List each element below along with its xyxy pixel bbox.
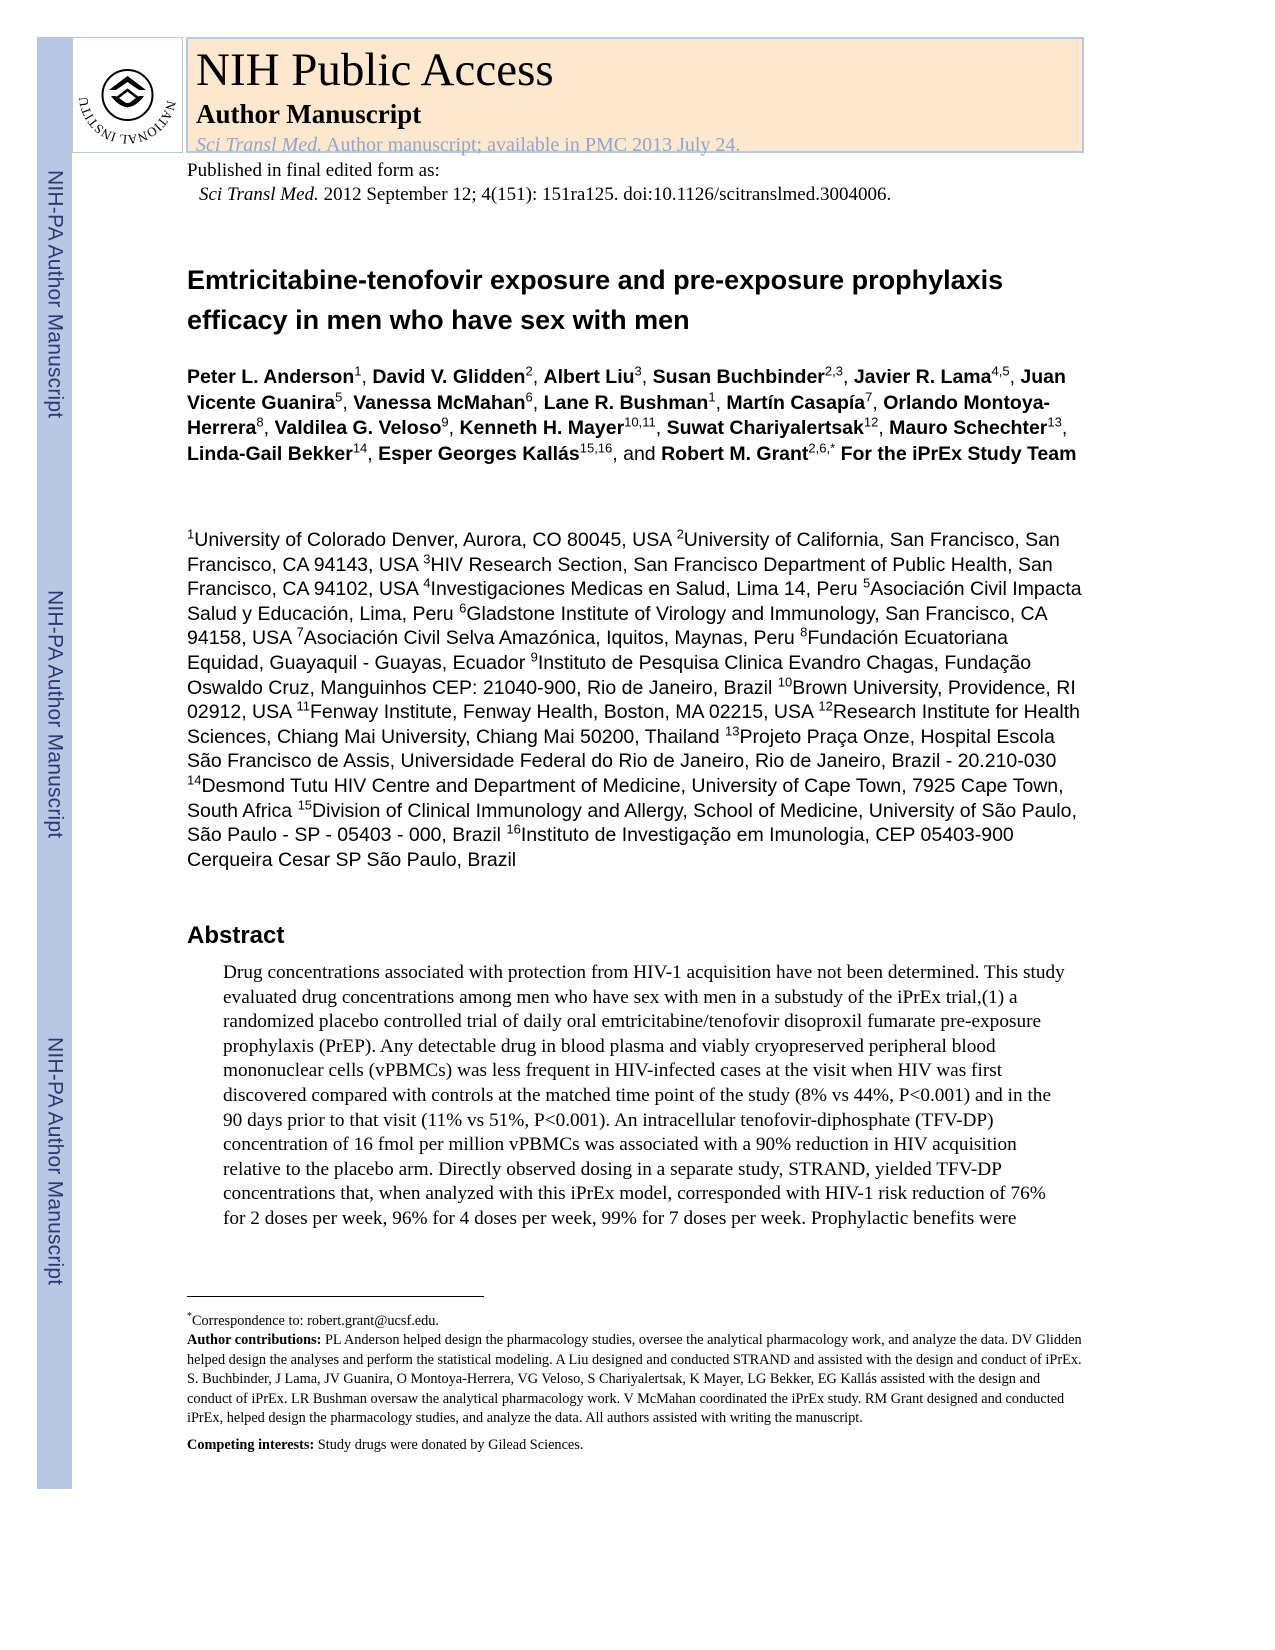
affiliation-list <box>187 528 1087 872</box>
footnote-rule <box>187 1296 484 1297</box>
author-affiliation-mark: 4,5 <box>991 363 1010 379</box>
author-name: Peter L. Anderson <box>187 366 355 388</box>
author-affiliation-mark: 2 <box>525 363 533 379</box>
author-affiliation-mark: 1 <box>354 363 362 379</box>
affiliation-mark: 1 <box>187 526 195 542</box>
affiliation-text: Gladstone Institute of Virology and Immunology, San Francisco, CA 94158, USA <box>187 602 1047 650</box>
footnotes <box>187 1312 1087 1456</box>
author-name: Esper Georges Kallás <box>378 442 580 465</box>
header-journal: Sci Transl Med. <box>196 134 323 156</box>
affiliation-text: Investigaciones Medicas en Salud, Lima 14, Peru <box>430 578 858 601</box>
competing-text: Study drugs were donated by Gilead Sciences. <box>317 1437 584 1454</box>
affiliation-text: Brown University, Providence, RI 02912, USA <box>187 676 1076 724</box>
author-affiliation-mark: 12 <box>863 414 879 430</box>
affiliation-mark: 8 <box>800 624 808 640</box>
author-affiliation-mark: 2,3 <box>824 363 843 379</box>
published-citation-text: 2012 September 12; 4(151): 151ra125. doi:10.1126/scitranslmed.3004006. <box>323 184 892 205</box>
affiliation-text: Fenway Institute, Fenway Health, Boston, MA 02215, USA <box>310 701 813 724</box>
header-availability <box>196 133 1074 157</box>
author-affiliation-mark: 6 <box>525 389 533 404</box>
affiliation-text: University of Colorado Denver, Aurora, CO 80045, USA <box>194 529 672 551</box>
competing-label: Competing interests: <box>187 1437 315 1454</box>
affiliation-mark: 6 <box>459 600 467 616</box>
published-journal: Sci Transl Med. <box>199 184 319 205</box>
header-subtitle: Author Manuscript <box>196 99 422 129</box>
affiliation-mark: 10 <box>777 674 793 690</box>
affiliation-mark: 11 <box>296 698 311 714</box>
author-affiliation-mark: 14 <box>352 440 368 455</box>
competing-note <box>187 1436 1087 1455</box>
author-affiliation-mark: 10,11 <box>624 414 656 430</box>
author-name: Kenneth H. Mayer <box>459 417 625 439</box>
logo-ring-text: NATIONAL INSTITU <box>75 95 180 148</box>
author-affiliation-mark: 5 <box>335 389 343 404</box>
study-team: For the iPrEx Study Team <box>840 442 1077 465</box>
author-affiliation-mark: 3 <box>634 363 642 379</box>
affiliation-mark: 14 <box>187 772 202 788</box>
affiliation-mark: 12 <box>818 698 833 714</box>
author-affiliation-mark: 2,6,* <box>808 440 836 455</box>
affiliation-text: Projeto Praça Onze, Hospital Escola São Francisco de Assis, Universidade Federal do Rio de Janeiro, Rio de Janeiro, Brazil - 20.210-030 <box>187 725 1057 773</box>
affiliation-text: Division of Clinical Immunology and Allergy, School of Medicine, University of São Paulo, São Paulo - SP - 05403 - 000, Brazil <box>187 799 1077 847</box>
affiliation-text: HIV Research Section, San Francisco Department of Public Health, San Francisco, CA 94102, USA <box>187 553 1053 601</box>
contributions-text: PL Anderson helped design the pharmacology studies, oversee the analytical pharmacology work, and analyze the data. DV Glidden helped design the analyses and perform the statistical modeling. A Liu designed and conducted STRAND and assisted with the design and conduct of iPrEx. S. Buchbinder, J Lama, JV Guanira, O Montoya-Herrera, VG Veloso, S Chariyalertsak, K Mayer, LG Bekker, EG Kallás assisted with the design and conduct of iPrEx. LR Bushman oversaw the analytical pharmacology work. V McMahan coordinated the iPrEx study. RM Grant designed and conducted iPrEx, helped design the pharmacology studies, and analyze the data. All authors assisted with writing the manuscript. <box>187 1332 1082 1427</box>
affiliation-mark: 9 <box>530 649 538 665</box>
affiliation-text: Instituto de Pesquisa Clinica Evandro Chagas, Fundação Oswaldo Cruz, Manguinhos CEP: 21040-900, Rio de Janeiro, Brazil <box>187 651 1032 699</box>
abstract-heading: Abstract <box>187 922 285 949</box>
affiliation-text: Asociación Civil Selva Amazónica, Iquitos, Maynas, Peru <box>303 627 795 650</box>
correspondence-mark: * <box>187 1311 192 1323</box>
author-affiliation-mark: 13 <box>1047 414 1062 430</box>
correspondence-note <box>187 1312 1087 1331</box>
affiliation-text: Desmond Tutu HIV Centre and Department of Medicine, University of Cape Town, 7925 Cape Town, South Africa <box>187 774 1064 822</box>
author-name: Linda-Gail Bekker <box>187 442 353 465</box>
author-affiliation-mark: 9 <box>441 414 449 430</box>
sidebar-label-2: NIH-PA Author Manuscript <box>43 590 67 839</box>
sidebar-band <box>37 37 72 1489</box>
contributions-note <box>187 1331 1087 1428</box>
author-name: Suwat Chariyalertsak <box>666 417 864 439</box>
nih-logo <box>72 37 183 153</box>
sidebar-label-1: NIH-PA Author Manuscript <box>43 170 67 419</box>
author-affiliation-mark: 1 <box>708 389 716 404</box>
author-name: Albert Liu <box>543 366 635 388</box>
author-name: Susan Buchbinder <box>652 366 825 388</box>
affiliation-mark: 3 <box>423 551 431 567</box>
author-affiliation-mark: 15,16 <box>579 440 613 455</box>
author-affiliation-mark: 7 <box>865 389 873 404</box>
header-banner <box>186 37 1084 156</box>
affiliation-mark: 4 <box>423 575 431 591</box>
author-name: Juan Vicente Guanira <box>187 366 1066 414</box>
correspondence-text: Correspondence to: robert.grant@ucsf.edu. <box>192 1313 439 1329</box>
author-list: Peter L. Anderson$^1$, David V. Glidden$^2$, Albert Liu$^3$, Susan Buchbinder$^{2,3}$, Javier R. Lama$^{4,5}$, Juan Vicente Guanira$^5$, Vanessa McMahan$^6$, Lane R. Bushman$^1$, Martín Casapía$^7$, Orlando Montoya-Herrera$^8$, Valdilea G. Veloso$^9$, Kenneth H. Mayer$^{10,11}$, Suwat Chariyalertsak$^{12}$, Mauro Schechter$^{13}$, Linda-Gail Bekker$^{14}$, Esper Georges Kallás$^{15,16}$, and Robert M. Grant$^{2,6,*}$ For the iPrEx Study Team <box>187 363 1077 465</box>
published-label: Published in final edited form as: <box>187 160 440 181</box>
affiliation-text: Fundación Ecuatoriana Equidad, Guayaquil - Guayas, Ecuador <box>187 627 1008 674</box>
contributions-label: Author contributions: <box>187 1332 322 1349</box>
affiliation-mark: 7 <box>296 624 304 640</box>
author-name: Orlando Montoya-Herrera <box>187 391 1051 439</box>
affiliation-mark: 2 <box>676 526 684 542</box>
author-name: Javier R. Lama <box>853 366 992 388</box>
header-availability-text: Author manuscript; available in PMC 2013 July 24. <box>326 134 741 156</box>
sidebar-label-3: NIH-PA Author Manuscript <box>43 1037 67 1286</box>
article-title: Emtricitabine-tenofovir exposure and pre-exposure prophylaxis efficacy in men who have sex with men <box>187 265 1004 335</box>
author-name: David V. Glidden <box>372 366 526 388</box>
author-name: Vanessa McMahan <box>353 391 526 414</box>
affiliation-text: University of California, San Francisco, San Francisco, CA 94143, USA <box>187 529 1060 576</box>
author-name: Valdilea G. Veloso <box>274 417 442 439</box>
affiliation-text: Instituto de Investigação em Imunologia, CEP 05403-900 Cerqueira Cesar SP São Paulo, Brazil <box>187 824 1014 871</box>
affiliation-mark: 13 <box>724 723 740 739</box>
author-name: Martín Casapía <box>726 391 866 414</box>
published-block <box>187 159 891 207</box>
author-name: Robert M. Grant <box>661 442 809 465</box>
header-title: NIH Public Access <box>196 44 554 96</box>
nih-logo-icon <box>73 38 182 152</box>
published-citation <box>187 183 891 207</box>
affiliation-mark: 16 <box>506 821 521 837</box>
affiliation-mark: 5 <box>863 575 871 591</box>
affiliation-text: Asociación Civil Impacta Salud y Educación, Lima, Peru <box>187 578 1082 625</box>
author-name: Lane R. Bushman <box>543 391 709 414</box>
author-name: Mauro Schechter <box>889 417 1048 439</box>
author-affiliation-mark: 8 <box>256 414 264 430</box>
affiliation-mark: 15 <box>297 797 313 813</box>
affiliation-text: Research Institute for Health Sciences, Chiang Mai University, Chiang Mai 50200, Thailand <box>187 701 1080 748</box>
abstract-text: Drug concentrations associated with protection from HIV-1 acquisition have not been determined. This study evaluated drug concentrations among men who have sex with men in a substudy of the iPrEx trial,(1) a randomized placebo controlled trial of daily oral emtricitabine/tenofovir disoproxil fumarate pre-exposure prophylaxis (PrEP). Any detectable drug in blood plasma and viably cryopreserved peripheral blood mononuclear cells (vPBMCs) was less frequent in HIV-infected cases at the visit when HIV was first discovered compared with controls at the matched time point of the study (8% vs 44%, P<0.001) and in the 90 days prior to that visit (11% vs 51%, P<0.001). An intracellular tenofovir-diphosphate (TFV-DP) concentration of 16 fmol per million vPBMCs was associated with a 90% reduction in HIV acquisition relative to the placebo arm. Directly observed dosing in a separate study, STRAND, yielded TFV-DP concentrations that, when analyzed with this iPrEx model, corresponded with HIV-1 risk reduction of 76% for 2 doses per week, 96% for 4 doses per week, 99% for 7 doses per week. Prophylactic benefits were <box>223 962 1065 1229</box>
